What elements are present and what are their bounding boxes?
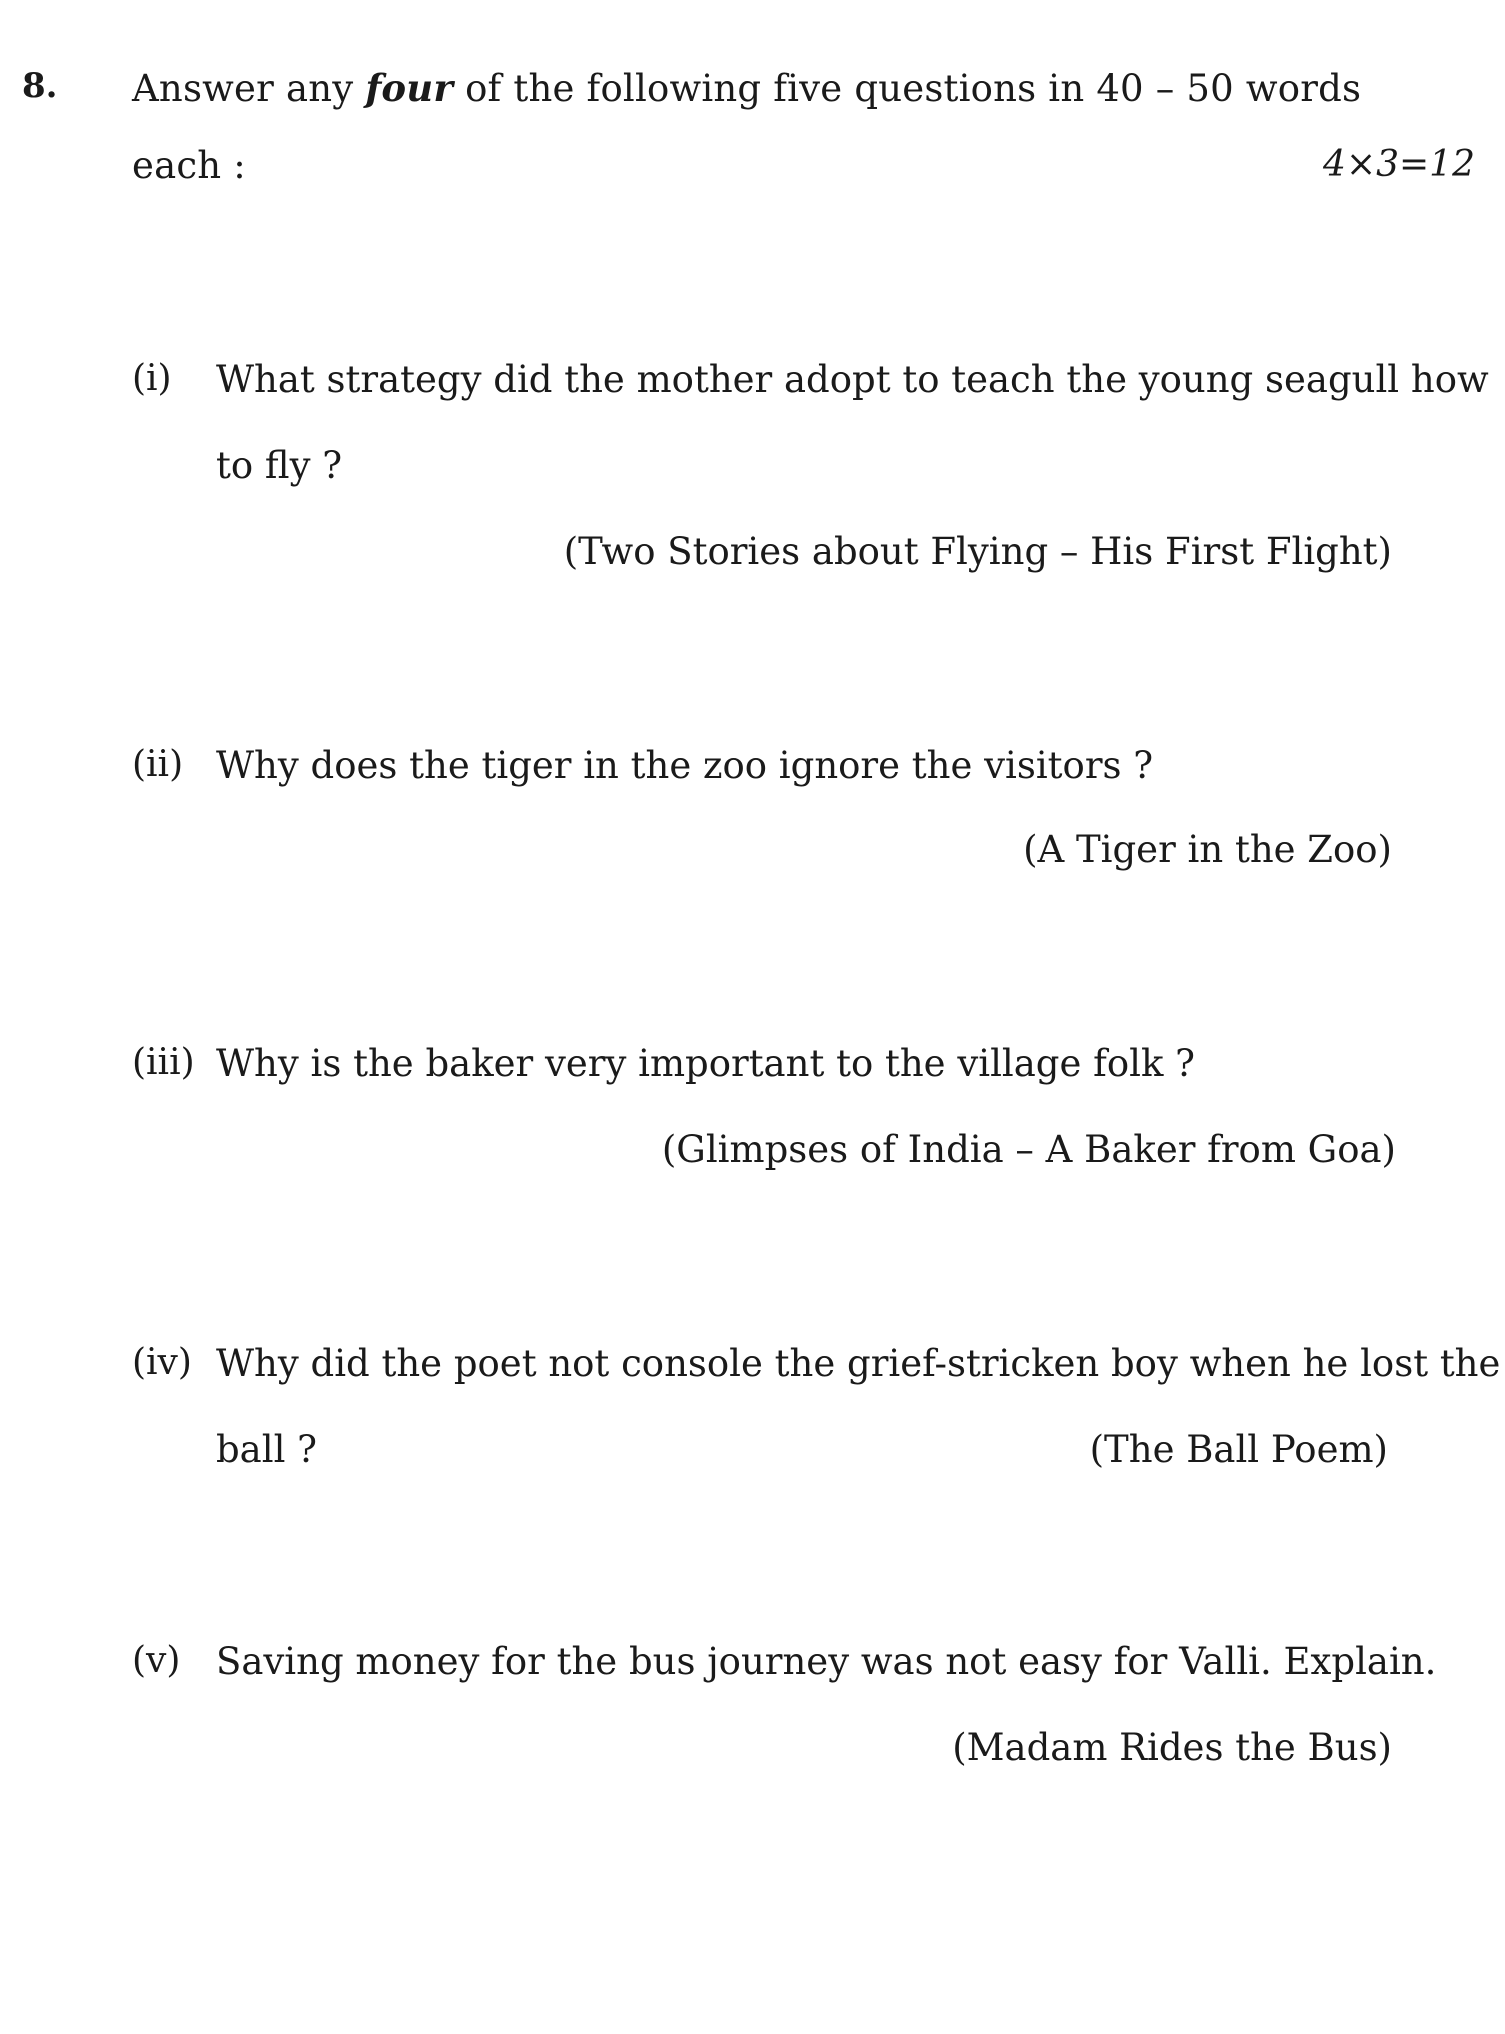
instruction-line-2: each : [132,144,246,187]
sub-question-source-iv: (The Ball Poem) [1089,1428,1388,1471]
sub-question-text-iv-line2: ball ? [216,1428,318,1471]
sub-question-text-i-line2: to fly ? [216,444,343,487]
sub-question-label-ii: (ii) [132,744,184,785]
sub-question-source-v: (Madam Rides the Bus) [952,1726,1392,1769]
sub-question-label-i: (i) [132,358,172,399]
sub-question-source-i: (Two Stories about Flying – His First Flight) [563,530,1392,573]
sub-question-text-v: Saving money for the bus journey was not easy for Valli. Explain. [216,1640,1437,1683]
sub-question-label-iv: (iv) [132,1342,192,1383]
sub-question-text-iii: Why is the baker very important to the village folk ? [216,1042,1195,1085]
sub-question-label-v: (v) [132,1640,181,1681]
instruction-pre: Answer any [132,67,366,110]
sub-question-source-iii: (Glimpses of India – A Baker from Goa) [661,1128,1396,1171]
instruction-post: of the following five questions in 40 – 50 words [453,67,1362,110]
sub-question-source-ii: (A Tiger in the Zoo) [1023,828,1392,871]
instruction-line-1 [132,66,1397,110]
question-number: 8. [22,66,58,106]
sub-question-text-i-line1: What strategy did the mother adopt to teach the young seagull how [216,358,1489,401]
sub-question-text-ii: Why does the tiger in the zoo ignore the visitors ? [216,744,1154,787]
sub-question-label-iii: (iii) [132,1042,195,1083]
marks-allocation: 4×3=12 [1323,144,1475,185]
sub-question-text-iv-line1: Why did the poet not console the grief-stricken boy when he lost the [216,1342,1501,1385]
instruction-emphasis: four [365,66,454,110]
